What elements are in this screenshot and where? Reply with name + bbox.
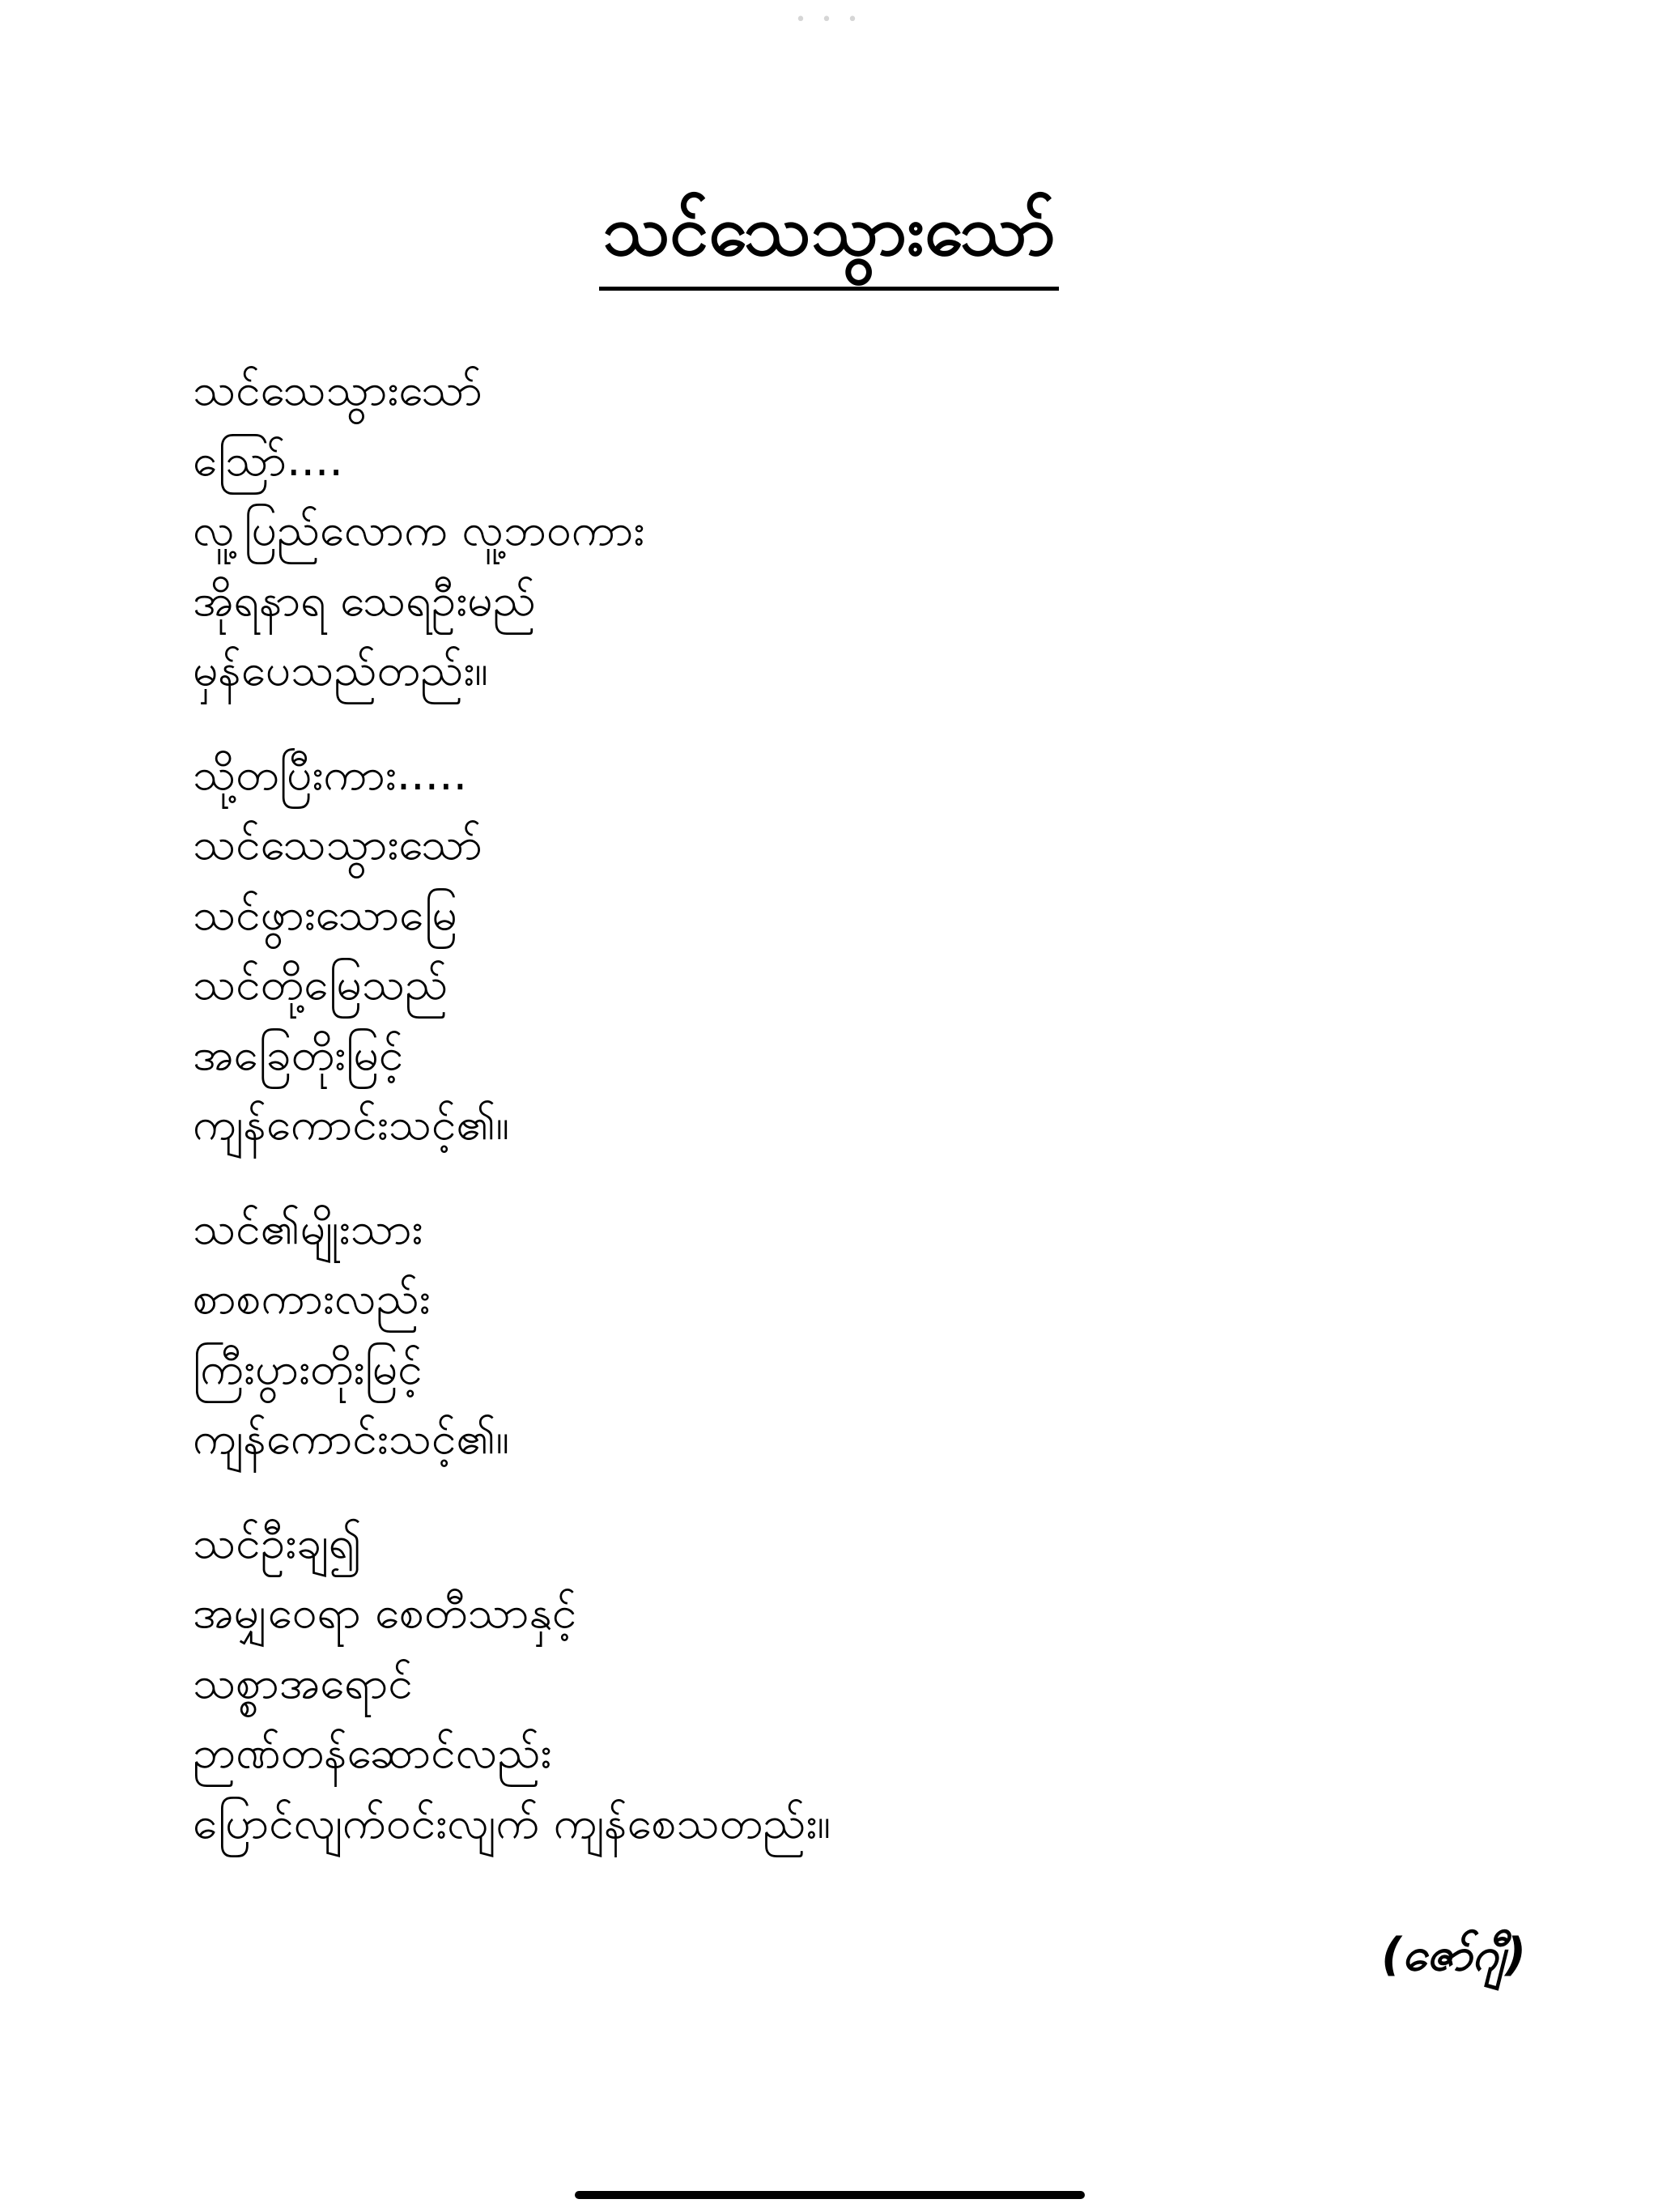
poem-line: သင်သေသွားသော် [193, 364, 483, 415]
author-signature: (ဇော်ဂျီ) [1381, 1929, 1526, 1981]
poem-line: ကျန်ကောင်းသင့်၏။ [193, 1098, 510, 1150]
poem-line: သို့တပြီးကား..... [193, 747, 468, 800]
poem-line: သြော်.... [193, 433, 343, 486]
multitasking-dots-icon[interactable]: • • • [795, 10, 863, 30]
poem-line: သင်၏မျိုးသား [193, 1202, 423, 1254]
poem-line: အိုရနာရ သေရဦးမည် [193, 573, 536, 626]
poem-line: စာစကားလည်း [193, 1272, 431, 1324]
stanza-3 [193, 1193, 1456, 1474]
poem-line: ကြီးပွားတိုးမြင့် [193, 1342, 423, 1394]
poem-line: အခြေတိုးမြင့် [193, 1027, 404, 1080]
poem-body [193, 355, 1456, 1891]
poem-line: လူ့ပြည်လောက လူ့ဘဝကား [193, 504, 645, 555]
stanza-1 [193, 355, 1456, 705]
home-indicator-bar[interactable] [575, 2191, 1085, 2199]
stanza-2 [193, 739, 1456, 1159]
poem-line: သင်တို့မြေသည် [193, 958, 449, 1010]
poem-line: ဉာဏ်တန်ဆောင်လည်း [193, 1726, 552, 1778]
poem-title [0, 186, 1658, 291]
poem-line: ကျန်ကောင်းသင့်၏။ [193, 1412, 510, 1464]
stanza-4 [193, 1508, 1456, 1858]
poem-line: အမျှဝေရာ စေတီသာနှင့် [193, 1586, 577, 1638]
poem-line: သင်ဦးချ၍ [193, 1516, 362, 1568]
poem-line: သင်ဖွားသောမြေ [193, 887, 457, 940]
poem-line: သင်သေသွားသော် [193, 818, 483, 870]
poem-line: သစ္စာအရောင် [193, 1656, 413, 1708]
poem-line: မှန်ပေသည်တည်း။ [193, 644, 488, 696]
poem-title-text: သင်သေသွားသော် [599, 186, 1059, 291]
poem-line: ပြောင်လျက်ဝင်းလျက် ကျန်စေသတည်း။ [193, 1796, 831, 1848]
